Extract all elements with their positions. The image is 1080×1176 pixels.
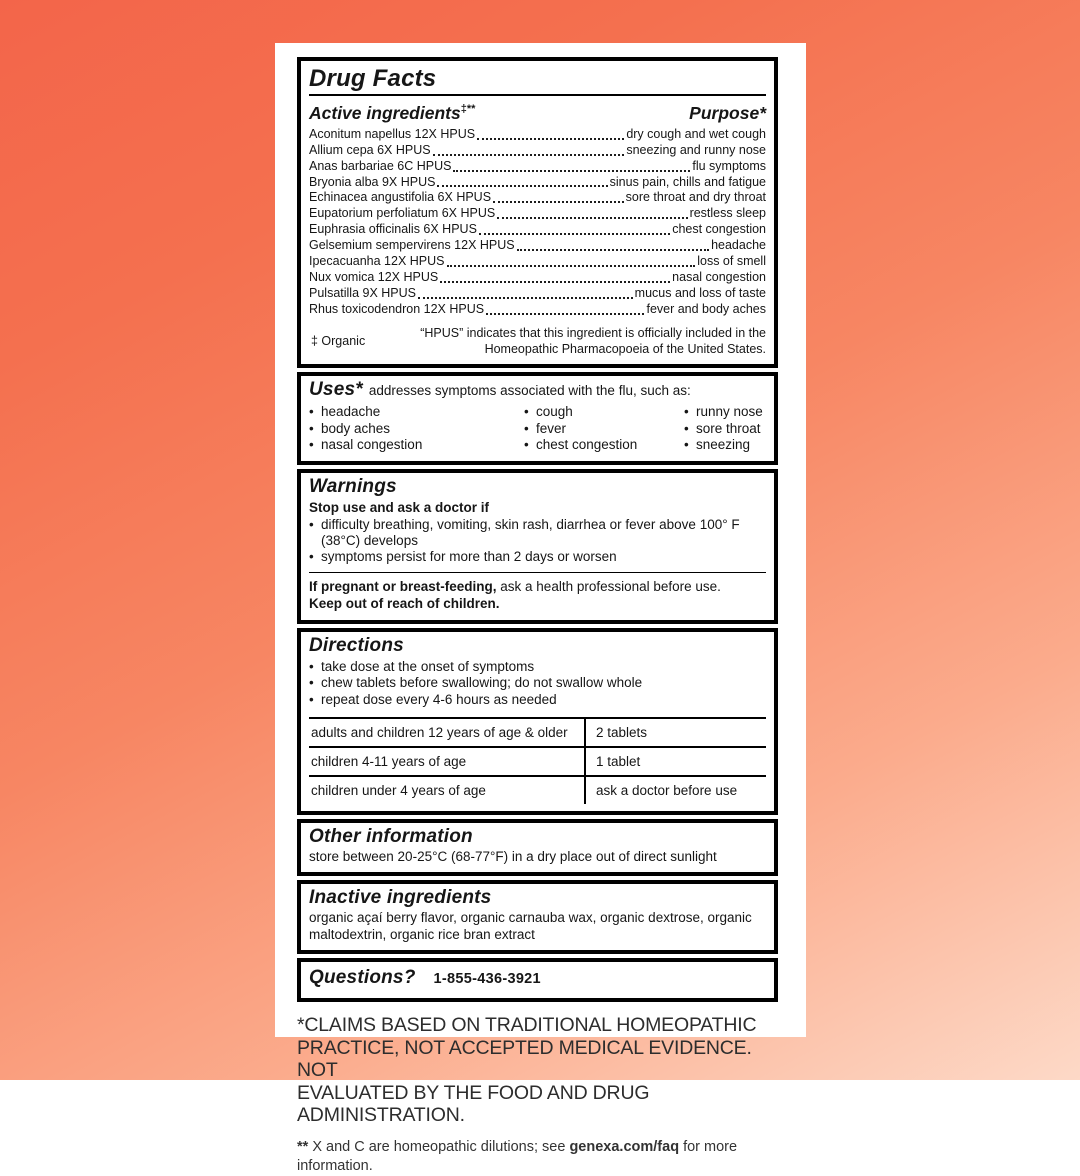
direction-item: • repeat dose every 4-6 hours as needed [309,692,766,708]
stop-use-heading: Stop use and ask a doctor if [309,499,766,517]
footnote-domain-text: genexa.com/faq [569,1139,679,1155]
dot-leader [440,281,670,283]
active-ingredients-heading-sup: ‡** [461,103,476,115]
uses-heading: Uses* [309,379,363,400]
dosage-row [309,717,766,746]
pregnant-warning-rest: ask a health professional before use. [497,579,721,594]
ingredient-name: Gelsemium sempervirens 12X HPUS [309,238,515,254]
dosage-age-group: children 4-11 years of age [309,748,586,775]
dot-leader [447,265,696,267]
uses-item: • fever [524,421,684,437]
ingredient-purpose: mucus and loss of taste [635,286,766,302]
ingredient-row [309,190,766,206]
ingredient-name: Pulsatilla 9X HPUS [309,286,416,302]
uses-item: • runny nose [684,404,766,420]
uses-item: • headache [309,404,524,420]
questions-phone: 1-855-436-3921 [434,971,541,987]
direction-item: • chew tablets before swallowing; do not swallow whole [309,675,766,691]
section-other-information [297,819,778,877]
section-inactive-ingredients [297,880,778,954]
dosage-row [309,775,766,804]
claims-line: PRACTICE, NOT ACCEPTED MEDICAL EVIDENCE. NOT [297,1037,778,1082]
dot-leader [493,201,624,203]
claims-disclaimer [297,1014,778,1127]
ingredient-name: Rhus toxicodendron 12X HPUS [309,302,484,318]
ingredient-purpose: loss of smell [697,254,766,270]
questions-row [309,964,766,991]
dot-leader [479,233,670,235]
footnote-post-text: for more information. [297,1139,737,1174]
ingredient-row [309,143,766,159]
ingredient-purpose: dry cough and wet cough [626,127,766,143]
dosage-amount: 2 tablets [586,719,766,746]
ingredient-list [309,127,766,318]
dosage-age-group: adults and children 12 years of age & older [309,719,586,746]
uses-column [524,404,684,453]
claims-line: EVALUATED BY THE FOOD AND DRUG ADMINISTRATION. [297,1082,778,1127]
uses-column [684,404,766,453]
dosage-row [309,746,766,775]
warning-item: • difficulty breathing, vomiting, skin rash, diarrhea or fever above 100° F (38°C) develops [309,517,766,550]
warning-item: • symptoms persist for more than 2 days or worsen [309,549,766,565]
uses-item: • nasal congestion [309,437,524,453]
other-information-heading: Other information [309,825,766,849]
ingredient-name: Euphrasia officinalis 6X HPUS [309,222,477,238]
footnote-pre-text: X and C are homeopathic dilutions; see [308,1139,569,1155]
ingredient-name: Aconitum napellus 12X HPUS [309,127,475,143]
questions-heading: Questions? [309,966,416,990]
ingredient-purpose: sore throat and dry throat [626,190,766,206]
ingredient-purpose: flu symptoms [692,159,766,175]
ingredient-name: Allium cepa 6X HPUS [309,143,431,159]
uses-item: • cough [524,404,684,420]
ingredient-row [309,222,766,238]
uses-columns [309,404,766,453]
warnings-divider [309,572,766,573]
ingredient-row [309,127,766,143]
ingredient-row [309,302,766,318]
dot-leader [437,185,607,187]
ingredient-name: Anas barbariae 6C HPUS [309,159,451,175]
ingredient-row [309,159,766,175]
ingredient-purpose: headache [711,238,766,254]
section-drug-facts [297,57,778,368]
pregnant-warning [309,578,766,596]
ingredient-name: Ipecacuanha 12X HPUS [309,254,445,270]
active-ingredients-header [309,98,766,125]
inactive-ingredients-heading: Inactive ingredients [309,886,766,910]
dosage-amount: 1 tablet [586,748,766,775]
active-ingredients-heading [309,98,475,125]
dot-leader [453,170,690,172]
dosage-age-group: children under 4 years of age [309,777,586,804]
ingredient-row [309,206,766,222]
ingredient-purpose: restless sleep [690,206,766,222]
uses-column [309,404,524,453]
claims-line: *CLAIMS BASED ON TRADITIONAL HOMEOPATHIC [297,1014,778,1037]
ingredient-row [309,238,766,254]
dosage-amount: ask a doctor before use [586,777,766,804]
uses-intro: addresses symptoms associated with the flu, such as: [369,383,691,398]
directions-bullet-list [309,659,766,708]
section-uses [297,372,778,464]
active-ingredients-heading-text: Active ingredients [309,103,461,123]
uses-item: • sneezing [684,437,766,453]
dot-leader [497,217,687,219]
uses-heading-row [309,378,766,402]
organic-footnote: ‡ Organic [309,334,365,350]
ingredient-purpose: sinus pain, chills and fatigue [610,175,766,191]
uses-item: • chest congestion [524,437,684,453]
ingredient-name: Eupatorium perfoliatum 6X HPUS [309,206,495,222]
dot-leader [477,138,624,140]
section-directions [297,628,778,815]
dot-leader [418,297,633,299]
keep-out-warning: Keep out of reach of children. [309,595,766,613]
ingredient-row [309,286,766,302]
drug-facts-label [275,43,806,1037]
section-questions [297,958,778,1002]
warnings-heading: Warnings [309,475,766,499]
inactive-ingredients-text: organic açaí berry flavor, organic carnauba wax, organic dextrose, organic maltodextrin, organic rice bran extract [309,910,766,943]
ingredient-purpose: nasal congestion [672,270,766,286]
section-warnings [297,469,778,624]
other-information-text: store between 20-25°C (68-77°F) in a dry place out of direct sunlight [309,849,766,866]
directions-heading: Directions [309,634,766,658]
ingredient-row [309,270,766,286]
uses-item: • body aches [309,421,524,437]
ingredient-purpose: sneezing and runny nose [626,143,766,159]
ingredient-row [309,175,766,191]
ingredient-purpose: fever and body aches [646,302,766,318]
dosage-table [309,717,766,804]
hpus-definition: “HPUS” indicates that this ingredient is officially included in the Homeopathic Pharmacopoeia of the United States. [365,326,766,358]
purpose-heading: Purpose* [689,102,766,125]
dilutions-footnote [297,1138,749,1176]
direction-item: • take dose at the onset of symptoms [309,659,766,675]
pregnant-warning-bold: If pregnant or breast-feeding, [309,579,497,594]
dot-leader [517,249,709,251]
ingredient-purpose: chest congestion [672,222,766,238]
ingredient-name: Bryonia alba 9X HPUS [309,175,435,191]
ingredient-row [309,254,766,270]
dot-leader [486,313,644,315]
title-rule [309,94,766,96]
warnings-bullet-list [309,517,766,566]
uses-item: • sore throat [684,421,766,437]
ingredient-name: Nux vomica 12X HPUS [309,270,438,286]
drug-facts-title: Drug Facts [309,63,766,94]
dot-leader [433,154,625,156]
footnote-asterisks: ** [297,1139,308,1155]
ingredient-name: Echinacea angustifolia 6X HPUS [309,190,491,206]
hpus-note-row [309,326,766,358]
